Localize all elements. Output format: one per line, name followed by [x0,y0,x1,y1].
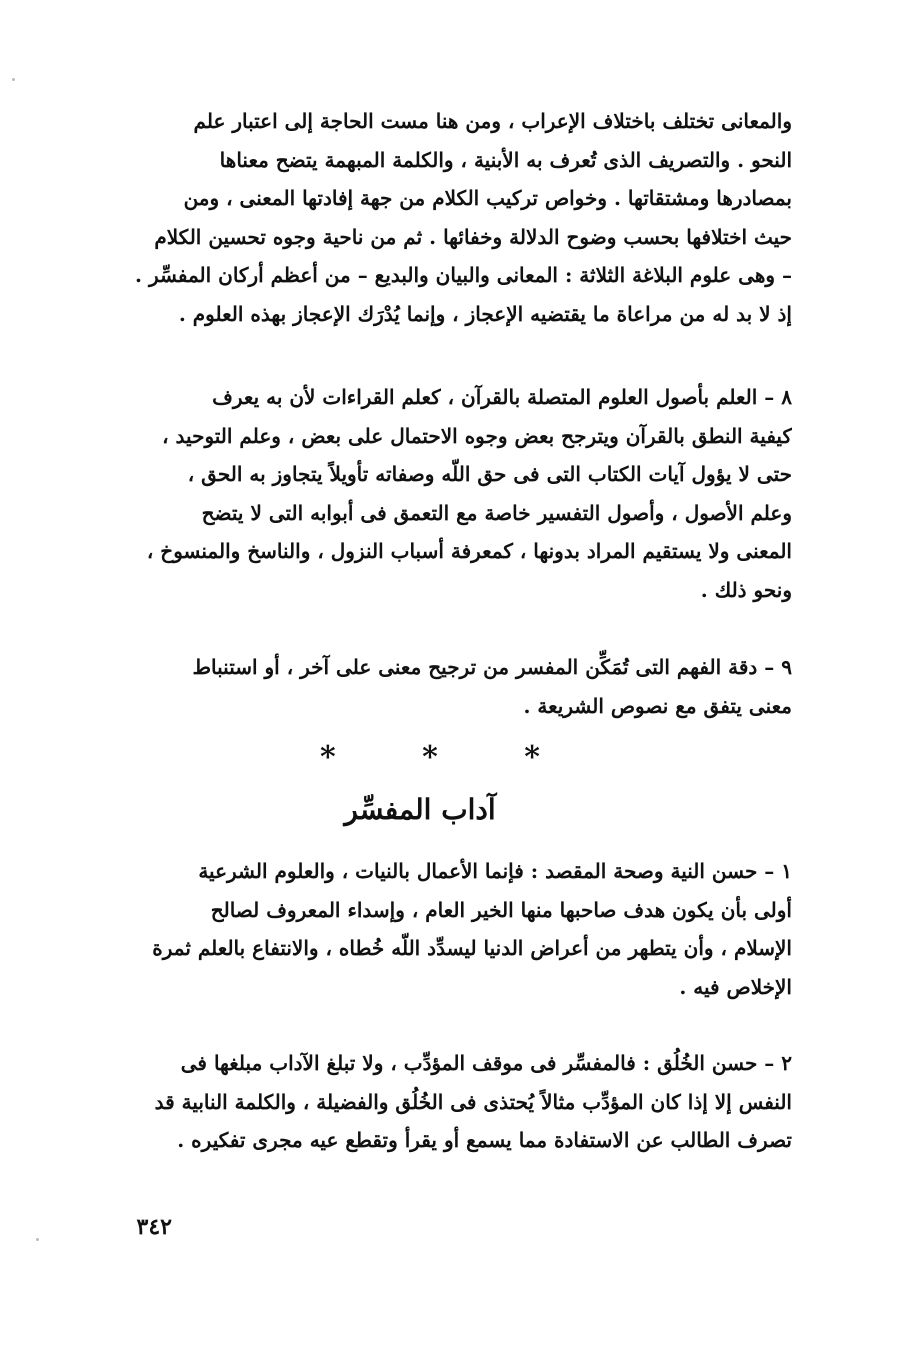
asterisk: * [422,740,438,775]
scan-speck [12,78,15,81]
text-line: معنى يتفق مع نصوص الشريعة . [523,693,792,718]
paragraph-grammar-rhetoric [74,102,792,334]
text-line: ١ – حسن النية وصحة المقصد : فإنما الأعمال بالنيات ، والعلوم الشرعية [198,859,792,883]
paragraph-etiquette-1 [74,852,792,1006]
paragraph-etiquette-2 [74,1044,792,1160]
text-line: كيفية النطق بالقرآن ويترجح بعض وجوه الاحتمال على بعض ، وعلم التوحيد ، [162,423,792,448]
text-line: ٩ – دقة الفهم التى تُمَكِّن المفسر من ترجيح معنى على آخر ، أو استنباط [192,655,792,679]
text-line: حيث اختلافها بحسب وضوح الدلالة وخفائها . ثم من ناحية وجوه تحسين الكلام [154,224,792,249]
text-line: الإخلاص فيه . [679,974,792,999]
text-line: ٨ – العلم بأصول العلوم المتصلة بالقرآن ، كعلم القراءات لأن به يعرف [212,385,792,409]
section-heading: آداب المفسِّر [344,793,496,826]
text-line: ٢ – حسن الخُلُق : فالمفسِّر فى موقف المؤدِّب ، ولا تبلغ الآداب مبلغها فى [180,1051,792,1075]
text-line: أولى بأن يكون هدف صاحبها منها الخير العام ، وإسداء المعروف لصالح [210,897,792,922]
text-line: النحو . والتصريف الذى تُعرف به الأبنية ، والكلمة المبهمة يتضح معناها [219,147,792,172]
text-line: الإسلام ، وأن يتطهر من أعراض الدنيا ليسدِّد اللّه خُطاه ، والانتفاع بالعلم ثمرة [152,936,792,961]
text-line: بمصادرها ومشتقاتها . وخواص تركيب الكلام من جهة إفادتها المعنى ، ومن [183,186,792,211]
text-line: النفس إلا إذا كان المؤدِّب مثالاً يُحتذى فى الخُلُق والفضيلة ، والكلمة النابية قد [154,1089,792,1114]
text-line: المعنى ولا يستقيم المراد بدونها ، كمعرفة أسباب النزول ، والناسخ والمنسوخ ، [146,539,792,564]
text-line: تصرف الطالب عن الاستفادة مما يسمع أو يقرأ وتقطع عيه مجرى تفكيره . [177,1128,792,1153]
text-line: والمعانى تختلف باختلاف الإعراب ، ومن هنا مست الحاجة إلى اعتبار علم [193,109,792,133]
text-line: حتى لا يؤول آيات الكتاب التى فى حق اللّه وصفاته تأويلاً يتجاوز به الحق ، [187,462,792,487]
asterisk: * [320,740,336,775]
paragraph-item-8 [74,378,792,610]
paragraph-item-9 [74,648,792,725]
text-line: إذ لا بد له من مراعاة ما يقتضيه الإعجاز ، وإنما يُدْرَك الإعجاز بهذه العلوم . [178,301,792,326]
page-number: ٣٤٢ [136,1214,172,1240]
text-line: ونحو ذلك . [700,577,792,602]
section-separator [320,740,540,775]
text-line: – وهى علوم البلاغة الثلاثة : المعانى والبيان والبديع – من أعظم أركان المفسِّر . [135,263,792,288]
asterisk: * [524,740,540,775]
text-line: وعلم الأصول ، وأصول التفسير خاصة مع التعمق فى أبوابه التى لا يتضح [201,500,792,525]
scan-speck [36,1238,39,1241]
